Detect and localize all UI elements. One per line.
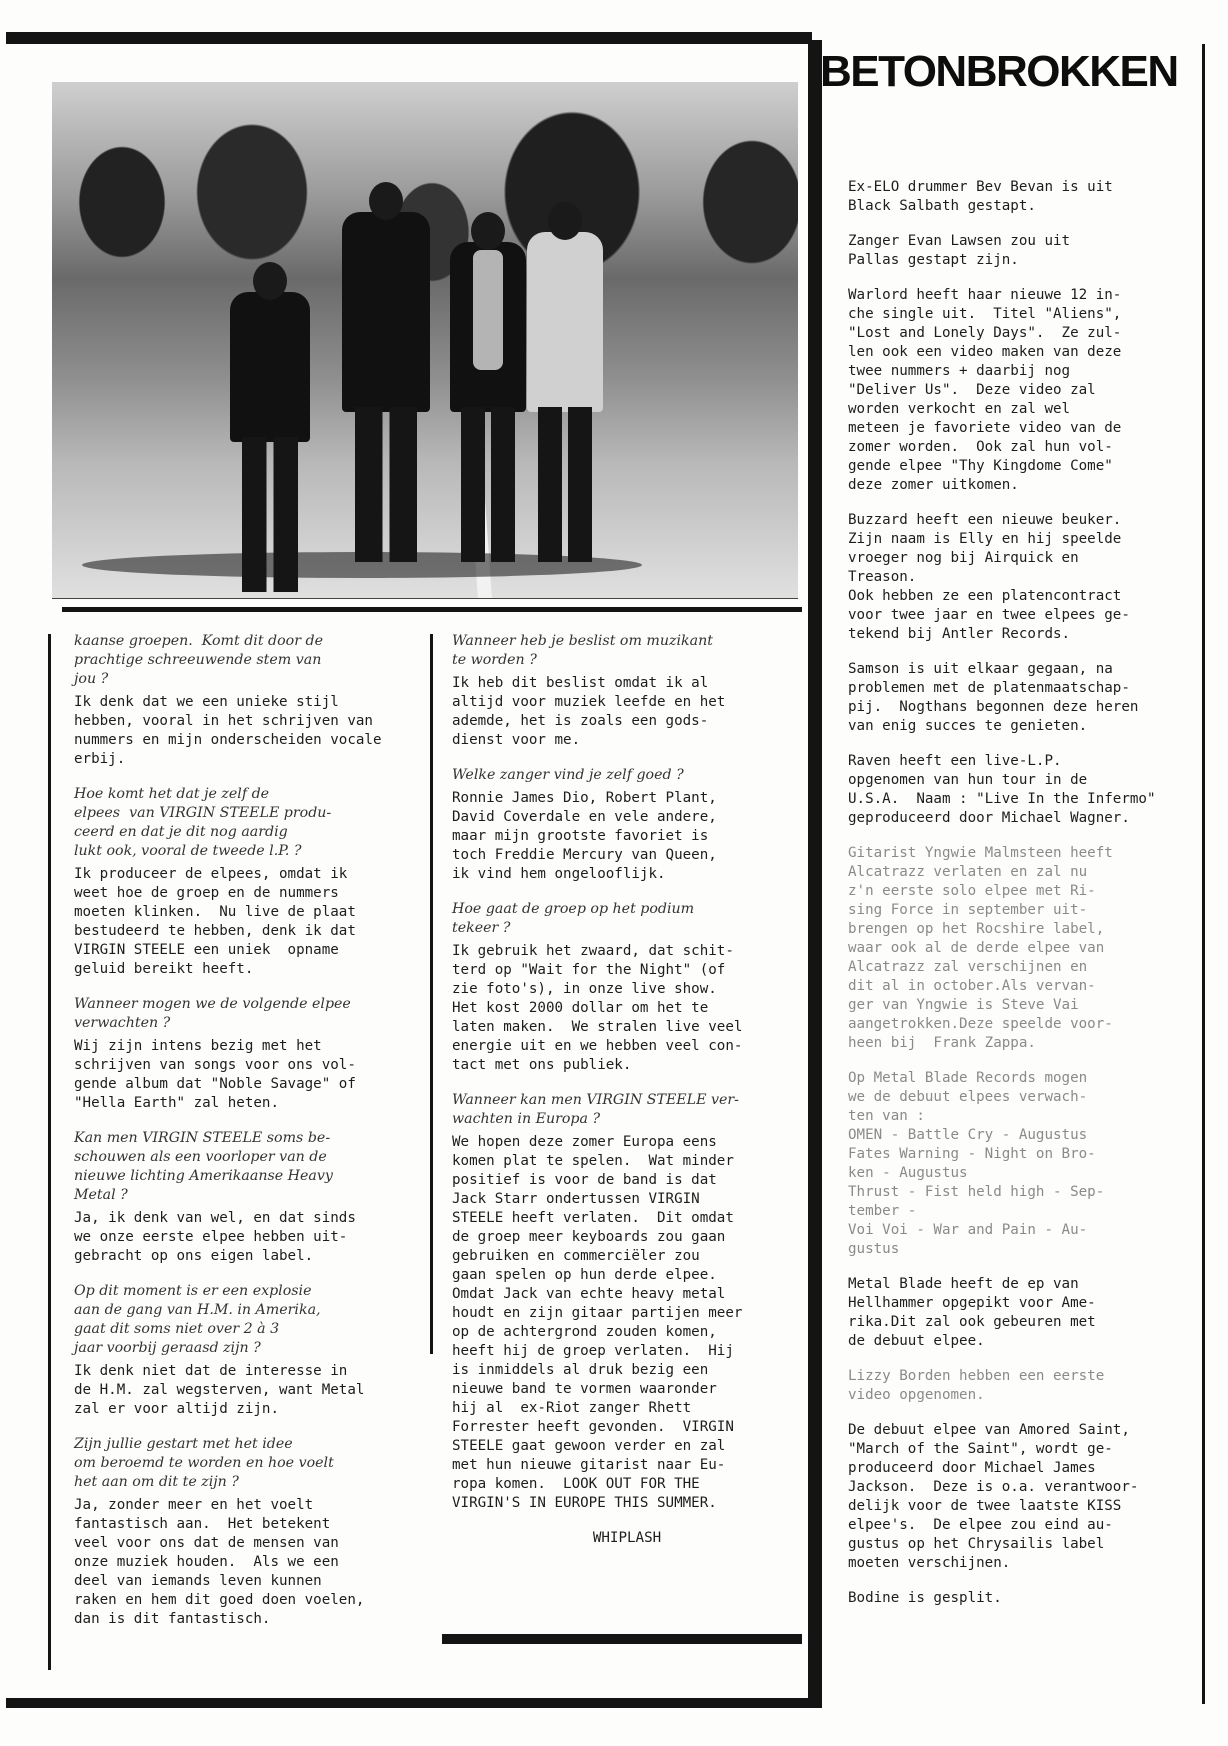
news-item-paragraph: Lizzy Borden hebben een eerste video opgenomen.	[848, 1368, 1105, 1403]
news-item-paragraph: Metal Blade heeft de ep van Hellhammer opgepikt voor Ame- rika.Dit zal ook gebeuren met de debuut elpee.	[848, 1276, 1096, 1349]
band-member-3	[450, 242, 526, 412]
news-item-paragraph: Raven heeft een live-L.P. opgenomen van hun tour in de U.S.A. Naam : "Live In the Infermo" geproduceerd door Michael Wagner.	[848, 753, 1156, 826]
news-right-rule	[1202, 44, 1205, 1704]
column1-question: Wanneer mogen we de volgende elpee verwachten ?	[74, 996, 351, 1031]
column1-paragraph: Ja, ik denk van wel, en dat sinds we onze eerste elpee hebben uit- gebracht op ons eigen label.	[74, 1210, 356, 1264]
news-item-paragraph: Warlord heeft haar nieuwe 12 in- che single uit. Titel "Aliens", "Lost and Lonely Days". Ze zul- len ook een video maken van deze twee nummers + daarbij nog "Deliver Us". Deze video zal worden verkocht en zal wel meteen je favoriete video van de zomer worden. Ook zal hun vol- gende elpee "Thy Kingdome Come" deze zomer uitkomen.	[848, 287, 1122, 493]
news-item-paragraph: Op Metal Blade Records mogen we de debuut elpees verwach- ten van : OMEN - Battle Cry - Augustus Fates Warning - Night on Bro- ken - Augustus Thrust - Fist held high - Sep- tember - Voi Voi - War and Pain - Au- gustus	[848, 1070, 1105, 1257]
column2-paragraph: Ik heb dit beslist omdat ik al altijd voor muziek leefde en het ademde, het is zoals een gods- dienst voor me.	[452, 675, 726, 748]
column2-bottom-rule	[442, 1634, 802, 1644]
band-member-4	[527, 232, 603, 412]
news-item-paragraph: Buzzard heeft een nieuwe beuker. Zijn naam is Elly en hij speelde vroeger nog bij Airquick en Treason. Ook hebben ze een platencontract voor twee jaar en twee elpees ge- tekend bij Antler Records.	[848, 512, 1130, 642]
column2-paragraph: Ik gebruik het zwaard, dat schit- terd op "Wait for the Night" (of zie foto's), in onze live show. Het kost 2000 dollar om het te laten maken. We stralen live veel energie uit en we hebben veel con- tact met ons publiek.	[452, 943, 743, 1073]
news-item-paragraph: Ex-ELO drummer Bev Bevan is uit Black Salbath gestapt.	[848, 179, 1113, 214]
column1-question: Hoe komt het dat je zelf de elpees van VIRGIN STEELE produ- ceerd en dat je dit nog aardig lukt ook, vooral de tweede l.P. ?	[74, 786, 332, 859]
column2-signature: WHIPLASH	[592, 1530, 662, 1546]
column2-question: Hoe gaat de groep op het podium tekeer ?	[452, 901, 695, 936]
photo-bottom-rule	[62, 607, 802, 612]
column2-paragraph: We hopen deze zomer Europa eens komen plat te spelen. Wat minder positief is voor de band is dat Jack Starr ondertussen VIRGIN STEELE heeft verlaten. Dit omdat de groep meer keyboards zou gaan gebruiken en commerciëler zou gaan spelen op hun derde elpee. Omdat Jack van echte heavy metal houdt en zijn gitaar partijen meer op de achtergrond zouden komen, heeft hij de groep verlaten. Hij is inmiddels al druk bezig een nieuwe band te vormen waaronder hij al ex-Riot zanger Rhett Forrester heeft gevonden. VIRGIN STEELE gaat gewoon verder en zal met hun nieuwe gitarist naar Eu- ropa komen. LOOK OUT FOR THE VIRGIN'S IN EUROPE THIS SUMMER.	[452, 1134, 743, 1511]
column1-paragraph: Ik denk dat we een unieke stijl hebben, vooral in het schrijven van nummers en mijn onderscheiden vocale erbij.	[74, 694, 382, 767]
news-item-paragraph: Gitarist Yngwie Malmsteen heeft Alcatrazz verlaten en zal nu z'n eerste solo elpee met Ri- sing Force in september uit- brengen op het Rocshire label, waar ook al de derde elpee van Alcatrazz zal verschijnen en dit al in october.Als vervan- ger van Yngwie is Steve Vai aangetrokken.Deze speelde voor- heen bij Frank Zappa.	[848, 845, 1113, 1051]
top-frame-rule	[6, 32, 812, 44]
news-item-paragraph: De debuut elpee van Amored Saint, "March of the Saint", wordt ge- produceerd door Michael James Jackson. Deze is o.a. verantwoor- delijk voor de twee laatste KISS elpee's. De elpee zou eind au- gustus op het Chrysailis label moeten verschijnen.	[848, 1422, 1139, 1571]
column1-question: Zijn jullie gestart met het idee om beroemd te worden en hoe voelt het aan om dit te zijn ?	[74, 1436, 334, 1490]
column2-question: Wanneer heb je beslist om muzikant te worden ?	[452, 633, 713, 668]
column2-paragraph: Ronnie James Dio, Robert Plant, David Coverdale en vele andere, maar mijn grootste favoriet is toch Freddie Mercury van Queen, ik vind hem ongelooflijk.	[452, 790, 717, 882]
column2-question: Welke zanger vind je zelf goed ?	[452, 767, 684, 783]
column-divider-rule	[430, 634, 433, 1354]
interview-column-2	[452, 632, 802, 1564]
news-item-paragraph: Zanger Evan Lawsen zou uit Pallas gestapt zijn.	[848, 233, 1071, 268]
band-member-1	[230, 292, 310, 442]
column1-left-rule	[48, 634, 51, 1670]
frame-right-rule	[808, 40, 822, 1708]
column1-paragraph: Wij zijn intens bezig met het schrijven van songs voor ons vol- gende album dat "Noble Savage" of "Hella Earth" zal heten.	[74, 1038, 356, 1111]
column1-question: Op dit moment is er een explosie aan de gang van H.M. in Amerika, gaat dit soms niet over 2 à 3 jaar voorbij geraasd zijn ?	[74, 1283, 321, 1356]
band-photo	[52, 82, 798, 599]
band-member-2	[342, 212, 430, 412]
column1-paragraph: Ik denk niet dat de interesse in de H.M. zal wegsterven, want Metal zal er voor altijd zijn.	[74, 1363, 365, 1417]
news-column	[848, 178, 1200, 1624]
news-item-paragraph: Bodine is gesplit.	[848, 1590, 1002, 1606]
column1-question: Kan men VIRGIN STEELE soms be- schouwen als een voorloper van de nieuwe lichting Amerikaanse Heavy Metal ?	[74, 1130, 333, 1203]
column2-question: Wanneer kan men VIRGIN STEELE ver- wachten in Europa ?	[452, 1092, 739, 1127]
page-title: BETONBROKKEN	[820, 47, 1178, 96]
news-item-paragraph: Samson is uit elkaar gegaan, na problemen met de platenmaatschap- pij. Nogthans begonnen deze heren van enig succes te genieten.	[848, 661, 1139, 734]
column1-paragraph: Ik produceer de elpees, omdat ik weet hoe de groep en de nummers moeten klinken. Nu live de plaat bestudeerd te hebben, denk ik dat VIRGIN STEELE een uniek opname geluid bereikt heeft.	[74, 866, 356, 977]
column1-question: kaanse groepen. Komt dit door de prachtige schreeuwende stem van jou ?	[74, 633, 323, 687]
frame-left-thin-rule	[6, 1698, 812, 1708]
interview-column-1	[74, 632, 426, 1645]
column1-paragraph: Ja, zonder meer en het voelt fantastisch aan. Het betekent veel voor ons dat de mensen van onze muziek houden. Als we een deel van iemands leven kunnen raken en hem dit goed doen voelen, dan is dit fantastisch.	[74, 1497, 365, 1627]
